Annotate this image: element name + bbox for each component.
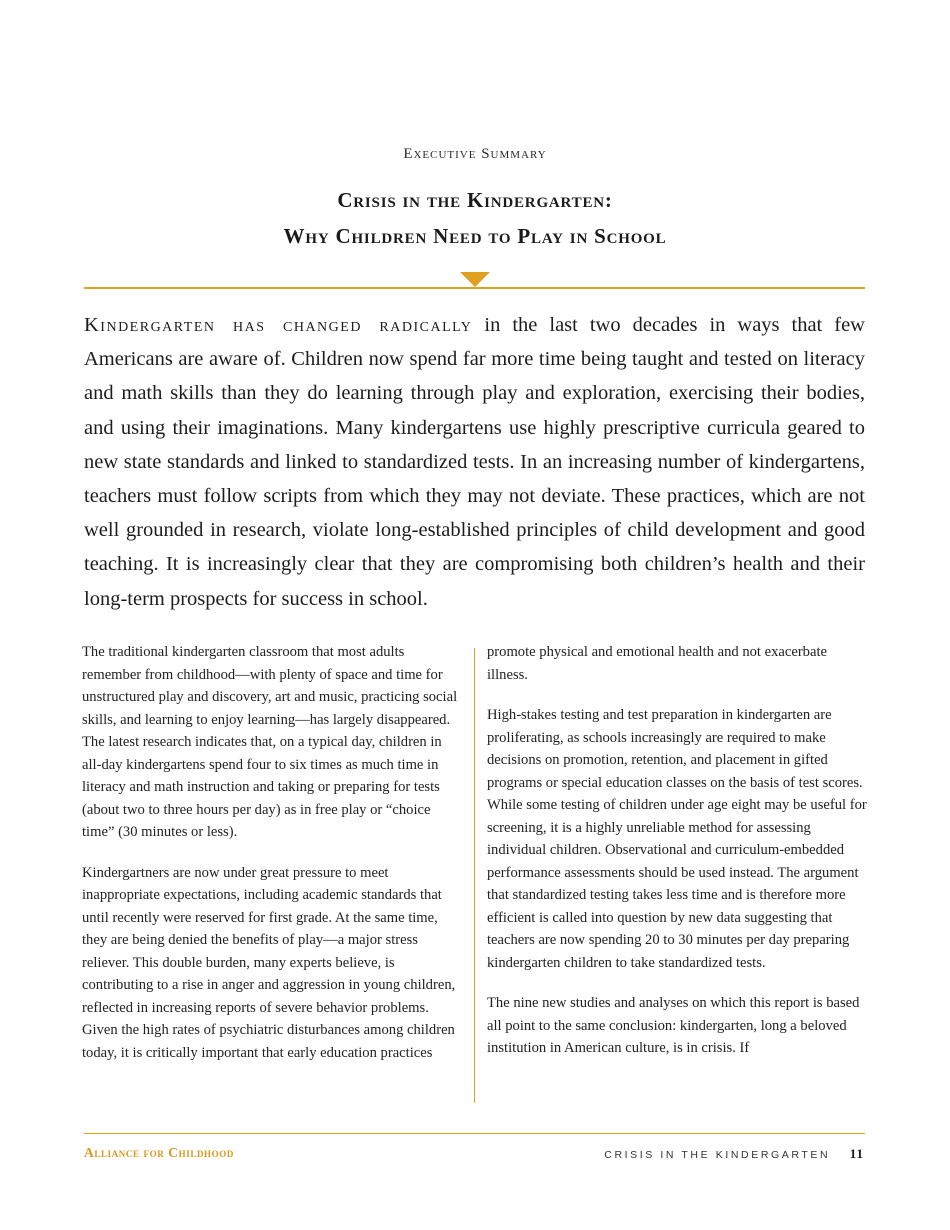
title-line-2: Why Children Need to Play in School [283, 224, 667, 248]
footer-divider-rule [84, 1133, 865, 1134]
triangle-down-icon [460, 272, 490, 287]
lead-paragraph [84, 308, 865, 616]
running-title-text: CRISIS IN THE KINDERGARTEN [604, 1149, 831, 1161]
title-line-1: Crisis in the Kindergarten: [337, 188, 613, 212]
footer-publisher: Alliance for Childhood [84, 1145, 234, 1160]
left-paragraph-1: The traditional kindergarten classroom that most adults remember from childhood—with plenty of space and time for unstructured play and discovery, art and music, practicing social skills, and learning to enjoy learning—has largely disappeared. The latest research indicates that, on a typical day, children in all-day kindergartens spend four to six times as much time in literacy and math instruction and taking or preparing for tests (about two to three hours per day) as in free play or “choice time” (30 minutes or less). [82, 644, 458, 840]
page-title [0, 182, 950, 254]
page-number: 11 [849, 1146, 864, 1161]
lead-caps-text: Kindergarten has changed radically [84, 314, 473, 336]
top-divider-rule [84, 287, 865, 289]
right-paragraph-1: promote physical and emotional health and not exacerbate illness. [487, 644, 827, 683]
footer-running-title [604, 1146, 864, 1162]
lead-body-text: in the last two decades in ways that few Americans are aware of. Children now spend far more time being taught and tested on literacy and math skills than they do learning through play and exploration, exercising their bodies, and using their imaginations. Many kindergartens use highly prescriptive curricula geared to new state standards and linked to standardized tests. In an increasing number of kindergartens, teachers must follow scripts from which they may not deviate. These practices, which are not well grounded in research, violate long-established principles of child development and good teaching. It is increasingly clear that they are compromising both children’s health and their long-term prospects for success in school. [84, 314, 865, 610]
section-label: Executive Summary [403, 146, 547, 162]
left-column [82, 641, 462, 1082]
right-column [487, 641, 869, 1078]
column-divider [474, 648, 475, 1103]
right-paragraph-3: The nine new studies and analyses on which this report is based all point to the same conclusion: kindergarten, long a beloved institution in American culture, is in crisis. If [487, 995, 860, 1056]
left-paragraph-2: Kindergartners are now under great pressure to meet inappropriate expectations, including academic standards that until recently were reserved for first grade. At the same time, they are being denied the benefits of play—a major stress reliever. This double burden, many experts believe, is contributing to a rise in anger and aggression in young children, reflected in increasing reports of severe behavior problems. Given the high rates of psychiatric disturbances among children today, it is critically important that early education practices [82, 864, 456, 1061]
right-paragraph-2: High-stakes testing and test preparation in kindergarten are proliferating, as schools increasingly are required to make decisions on promotion, retention, and placement in gifted programs or special education classes on the basis of test scores. While some testing of children under age eight may be useful for screening, it is a highly unreliable method for assessing individual children. Observational and curriculum-embedded performance assessments should be used instead. The argument that standardized testing takes less time and is therefore more efficient is called into question by new data suggesting that teachers are now spending 20 to 30 minutes per day preparing kindergarten children to take standardized tests. [487, 707, 867, 971]
